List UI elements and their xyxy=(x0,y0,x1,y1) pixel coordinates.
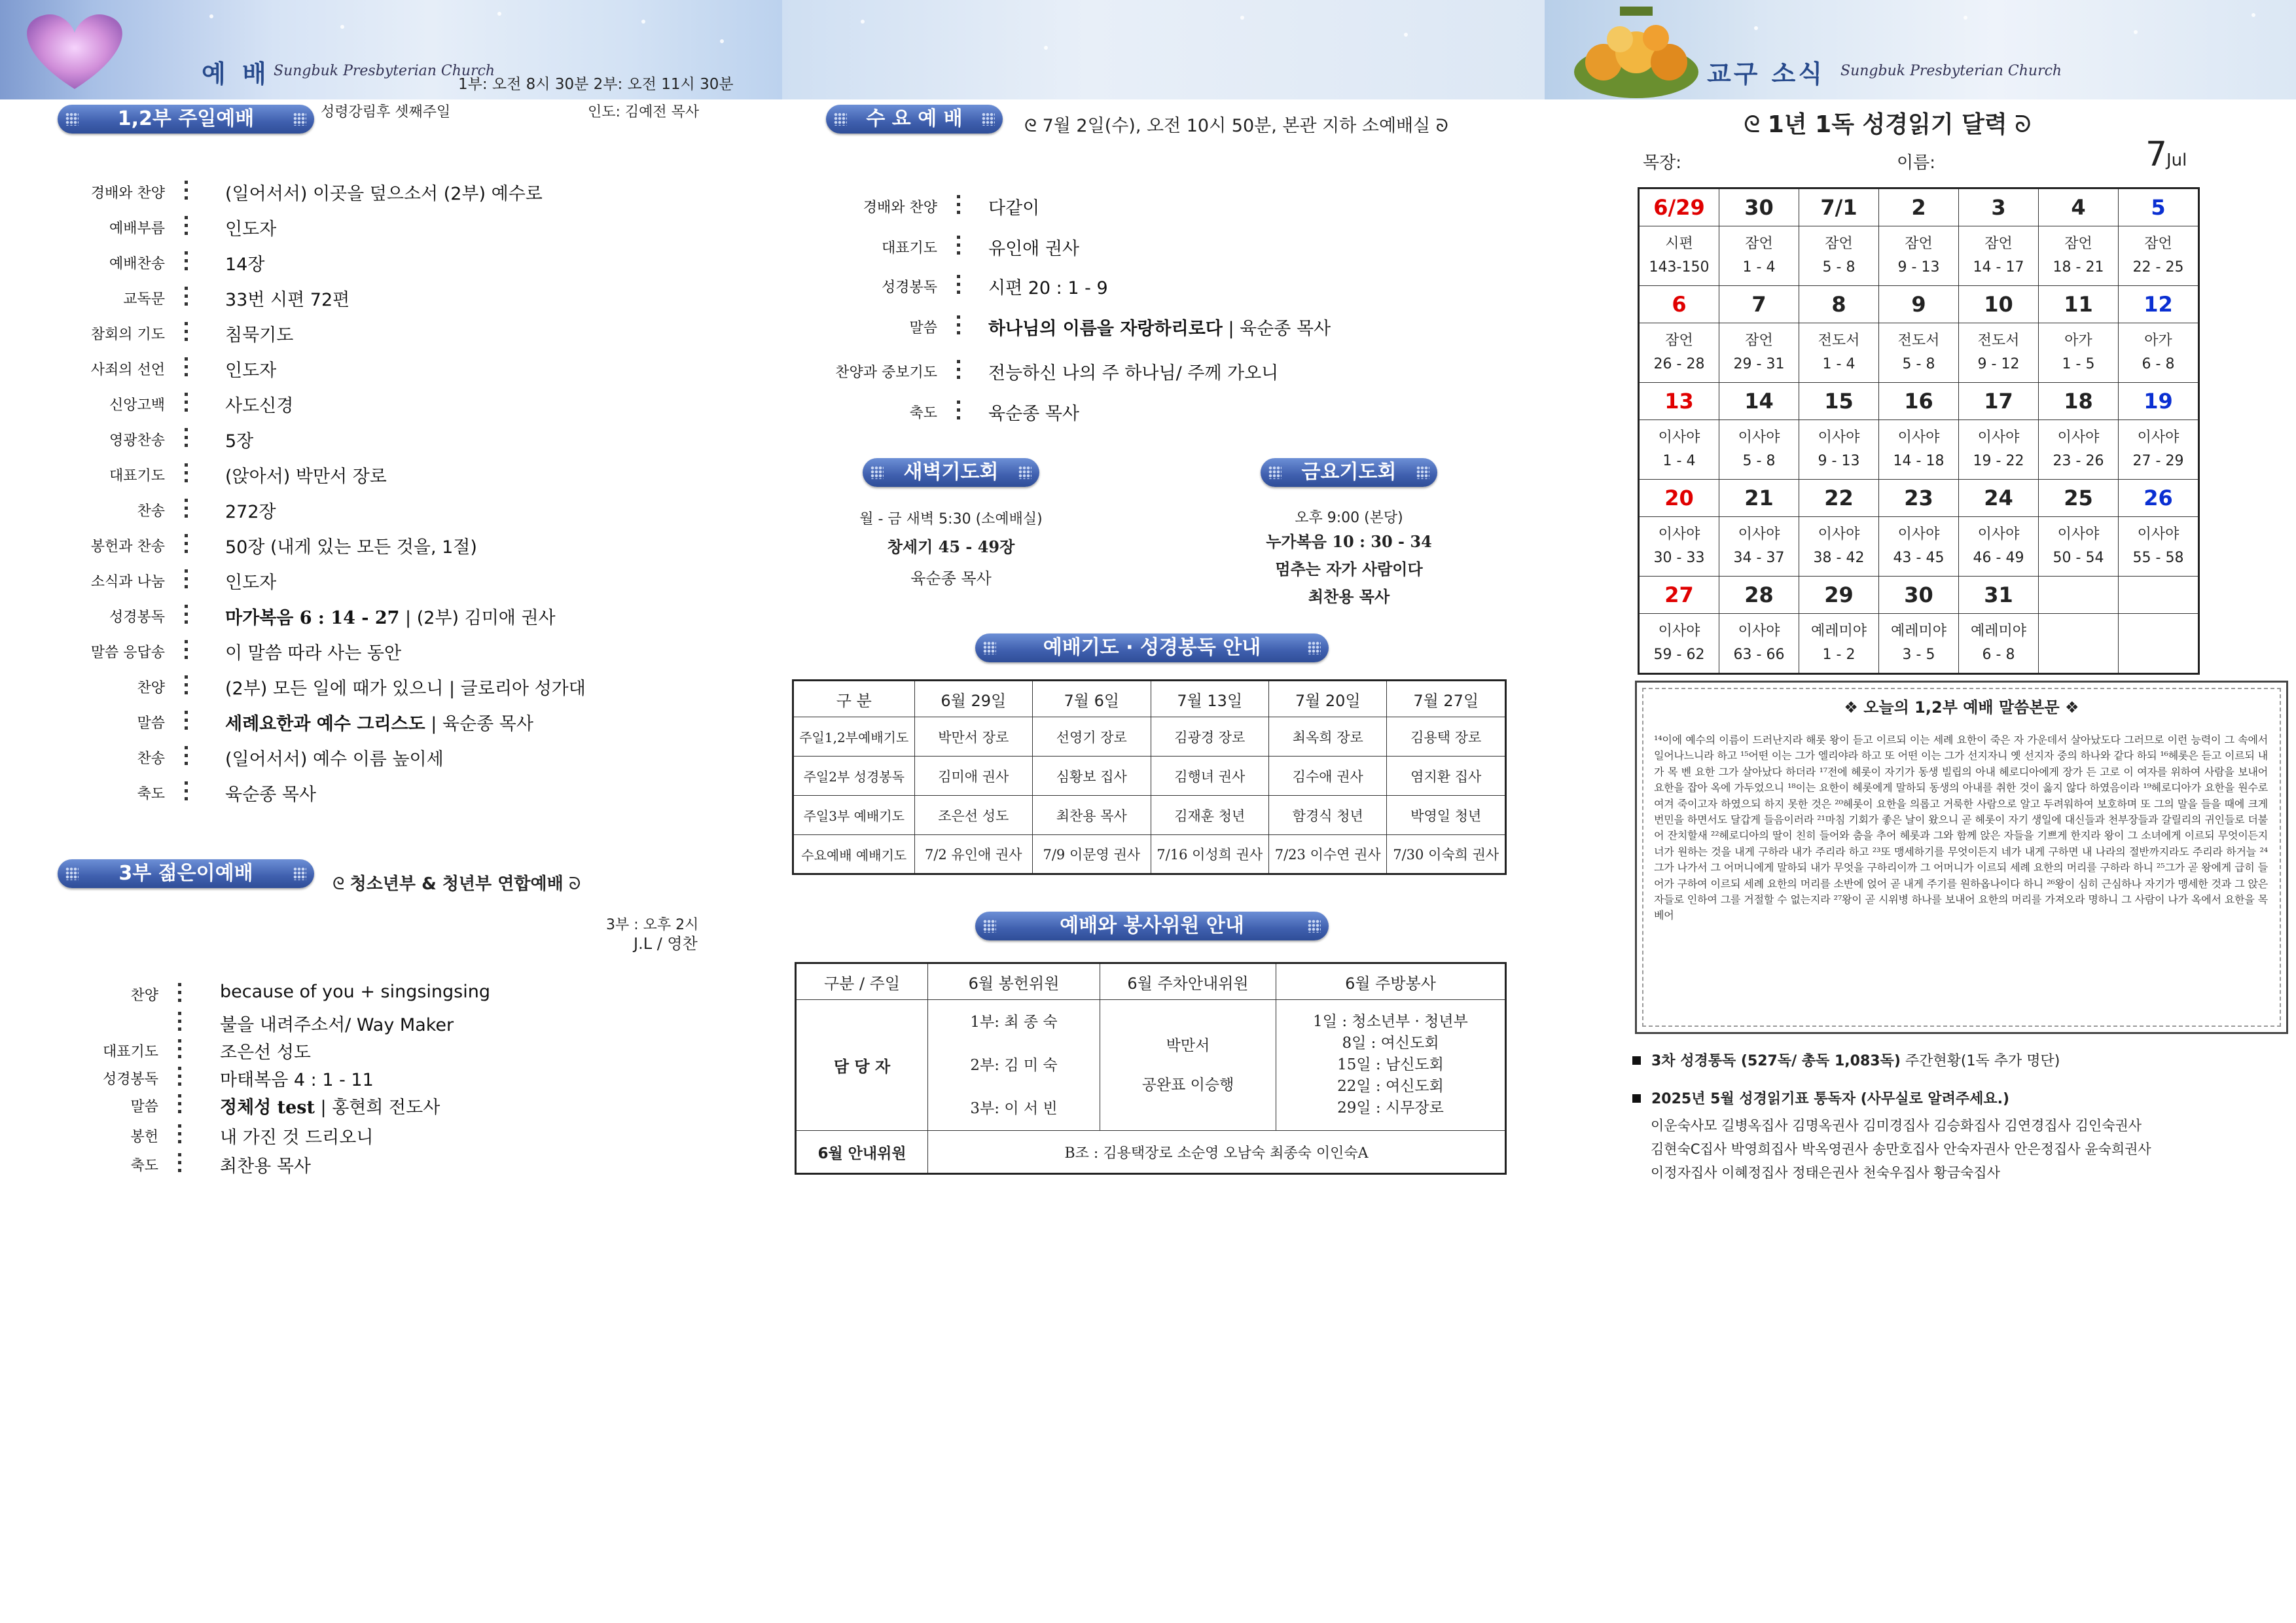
colon-divider xyxy=(185,781,188,805)
calendar-day: 26 xyxy=(2119,480,2199,517)
calendar-reading: 잠언 5 - 8 xyxy=(1799,226,1879,286)
worship-banner xyxy=(0,0,782,99)
parish-label: 목장: xyxy=(1643,153,1681,173)
row-label: 주일3부 예배기도 xyxy=(793,796,915,835)
table-row xyxy=(793,835,1506,874)
parish-banner xyxy=(1545,0,2296,99)
table-cell: 7/23 이수연 권사 xyxy=(1268,835,1386,874)
calendar-reading: 이사야 43 - 45 xyxy=(1879,517,1959,577)
colon-divider xyxy=(178,1067,182,1090)
friday-leader: 최찬용 목사 xyxy=(1308,587,1390,606)
order-value: 시편 20 : 1 - 9 xyxy=(988,278,1108,298)
colon-divider xyxy=(178,983,182,1007)
order-label: 말씀 xyxy=(130,1099,158,1115)
notice-names: 이운숙사모 길병옥집사 김명옥권사 김미경집사 김승화집사 김연경집사 김인숙권사 xyxy=(1651,1118,2142,1133)
friday-scripture: 누가복음 10 : 30 - 34 xyxy=(1266,532,1432,551)
service-header: 6월 주차안내위원 xyxy=(1100,963,1276,1000)
colon-divider xyxy=(178,1012,182,1035)
calendar-day: 2 xyxy=(1879,188,1959,226)
calendar-day: 27 xyxy=(1639,577,1719,614)
calendar-reading: 이사야 19 - 22 xyxy=(1959,420,2039,480)
calendar-reading: 잠언 14 - 17 xyxy=(1959,226,2039,286)
table-cell: 7/16 이성희 권사 xyxy=(1151,835,1268,874)
order-value: 내 가진 것 드리오니 xyxy=(220,1128,374,1148)
order-value: (2부) 모든 일에 때가 있으니 | 글로리아 성가대 xyxy=(225,679,586,699)
calendar-day xyxy=(2119,577,2199,614)
calendar-reading: 잠언 26 - 28 xyxy=(1639,323,1719,383)
offering-member: 2부: 김 미 숙 xyxy=(970,1056,1058,1074)
dawn-prayer-pill: 새벽기도회 xyxy=(863,458,1039,487)
youth-leader: J.L / 영찬 xyxy=(634,935,698,953)
parking-member: 공완표 이승행 xyxy=(1141,1076,1234,1094)
calendar-reading: 시편 143-150 xyxy=(1639,226,1719,286)
calendar-day: 8 xyxy=(1799,286,1879,323)
colon-divider xyxy=(185,675,188,699)
order-label: 말씀 응답송 xyxy=(90,645,165,661)
table-cell: 선영기 장로 xyxy=(1033,717,1151,757)
calendar-reading-row xyxy=(1639,517,2199,577)
order-value: 다같이 xyxy=(988,198,1040,219)
table-cell: 7/30 이숙희 권사 xyxy=(1387,835,1506,874)
colon-divider xyxy=(185,499,188,522)
calendar-reading-row xyxy=(1639,323,2199,383)
sunday-leader: 인도: 김예전 목사 xyxy=(588,104,700,120)
calendar-day: 25 xyxy=(2039,480,2119,517)
prayer-table-header: 7월 6일 xyxy=(1033,681,1151,717)
calendar-reading: 이사야 38 - 42 xyxy=(1799,517,1879,577)
friday-prayer-pill: 금요기도회 xyxy=(1261,458,1437,487)
calendar-reading: 이사야 5 - 8 xyxy=(1719,420,1799,480)
calendar-day: 6 xyxy=(1639,286,1719,323)
order-value: 유인애 권사 xyxy=(988,239,1079,259)
calendar-reading xyxy=(2039,614,2119,674)
worship-times: 1부: 오전 8시 30분 2부: 오전 11시 30분 xyxy=(458,76,734,93)
order-value: (앉아서) 박만서 장로 xyxy=(225,467,387,487)
prayer-table-header: 7월 27일 xyxy=(1387,681,1506,717)
order-value: 불을 내려주소서/ Way Maker xyxy=(220,1015,454,1035)
calendar-day: 4 xyxy=(2039,188,2119,226)
order-label: 소식과 나눔 xyxy=(90,574,165,590)
calendar-date-row xyxy=(1639,383,2199,420)
table-cell: 최옥희 장로 xyxy=(1268,717,1386,757)
kitchen-duty: 8일 : 여신도회 xyxy=(1342,1035,1439,1052)
table-cell: 심황보 집사 xyxy=(1033,757,1151,796)
middle-banner xyxy=(782,0,1545,99)
colon-divider xyxy=(185,181,188,204)
service-table-pill: 예배와 봉사위원 안내 xyxy=(975,912,1329,940)
youth-time: 3부 : 오후 2시 xyxy=(606,917,699,933)
dawn-leader: 육순종 목사 xyxy=(910,569,992,588)
parish-banner-script: Sungbuk Presbyterian Church xyxy=(1840,63,2062,79)
wednesday-worship-pill: 수 요 예 배 xyxy=(826,105,1003,134)
prayer-table-header: 7월 20일 xyxy=(1268,681,1386,717)
order-label: 사죄의 선언 xyxy=(90,362,165,378)
order-label: 찬양 xyxy=(130,988,158,1004)
calendar-day: 20 xyxy=(1639,480,1719,517)
calendar-day: 13 xyxy=(1639,383,1719,420)
order-value: (일어서서) 예수 이름 높이세 xyxy=(225,749,444,770)
order-value: 인도자 xyxy=(225,361,277,381)
calendar-reading: 이사야 27 - 29 xyxy=(2119,420,2199,480)
kitchen-duty: 29일 : 시무장로 xyxy=(1337,1099,1444,1116)
order-label: 봉헌과 찬송 xyxy=(90,539,165,555)
calendar-day: 11 xyxy=(2039,286,2119,323)
colon-divider xyxy=(185,393,188,416)
offering-member: 3부: 이 서 빈 xyxy=(970,1099,1058,1117)
table-cell: 함경식 청년 xyxy=(1268,796,1386,835)
sermon-text-body: ¹⁴이에 예수의 이름이 드러난지라 해롯 왕이 듣고 이르되 이는 세례 요한이 죽은 자 가운데서 살아났도다 그러므로 이런 능력이 그 속에서 일어나느니라 하고 ¹⁵어떤 이는 그가 엘리야라 하고 또 어떤 이는 그가 선지자니 옛 선지자 중의 하나와 같다 하되 ¹⁶헤롯은 듣고 이르되 내가 목 벤 요한 그가 살아났다 하더라 ¹⁷전에 헤롯이 자기가 동생 빌립의 아내 헤로디아에게 장가 든 고로 이 여자를 위하여 사람을 보내어 요한을 잡아 옥에 가두었으니 ¹⁸이는 요한이 헤롯에게 말하되 동생의 아내를 취한 것이 옳지 않다 하였음이라 ¹⁹헤로디아가 요한을 원수로 여겨 죽이고자 하였으되 하지 못한 것은 ²⁰헤롯이 요한을 의롭고 거룩한 사람으로 알고 두려워하여 보호하며 또 그의 말을 들을 때에 크게 번민을 하면서도 달갑게 들음이러라 ²¹마침 기회가 좋은 날이 왔으니 곧 헤롯이 자기 생일에 대신들과 천부장들과 갈릴리의 귀인들로 더불어 잔치할새 ²²헤로디아의 딸이 친히 들어와 춤을 추어 헤롯과 그와 함께 앉은 자들을 기쁘게 한지라 왕이 그 소녀에게 이르되 무엇이든지 너가 원하는 것을 내게 구하라 내가 주리라 하고 ²³또 맹세하기를 무엇이든지 네가 내게 구하면 내 나라의 절반까지라도 주리라 하거늘 ²⁴그가 나가서 그 어머니에게 말하되 내가 무엇을 구하리이까 그 어머니가 이르되 세례 요한의 머리를 구하라 하니 ²⁵그가 곧 왕에게 급히 들어가 구하여 이르되 세례 요한의 머리를 소반에 얹어 곧 내게 주기를 원하옵나이다 하니 ²⁶왕이 심히 근심하나 자기가 맹세한 것과 그 앉은 자들로 인하여 그를 거절할 수 없는지라 ²⁷왕이 곧 시위병 하나를 보내어 요한의 머리를 가져오라 명하니 그 사람이 나가 옥에서 요한을 목 베어 xyxy=(1654,734,2268,922)
colon-divider xyxy=(185,605,188,628)
order-value: 정체성 test | 홍현희 전도사 xyxy=(220,1097,440,1118)
order-value: 272장 xyxy=(225,502,276,522)
notice-names: 이정자집사 이혜정집사 정태은권사 천숙우집사 황금숙집사 xyxy=(1651,1165,2000,1181)
order-label: 예배부름 xyxy=(109,221,165,237)
calendar-day: 18 xyxy=(2039,383,2119,420)
calendar-day: 5 xyxy=(2119,188,2199,226)
row-label: 주일2부 성경봉독 xyxy=(793,757,915,796)
calendar-reading xyxy=(2119,614,2199,674)
service-committee-table xyxy=(795,962,1507,1175)
order-value: 인도자 xyxy=(225,219,277,240)
order-label: 경배와 찬양 xyxy=(863,200,937,216)
kitchen-duty: 22일 : 여신도회 xyxy=(1337,1078,1444,1095)
table-cell: 최찬용 목사 xyxy=(1033,796,1151,835)
calendar-reading: 전도서 1 - 4 xyxy=(1799,323,1879,383)
calendar-day: 31 xyxy=(1959,577,2039,614)
parking-member: 박만서 xyxy=(1166,1037,1210,1054)
calendar-reading: 이사야 1 - 4 xyxy=(1639,420,1719,480)
calendar-reading: 아가 6 - 8 xyxy=(2119,323,2199,383)
calendar-day: 30 xyxy=(1879,577,1959,614)
offering-member: 1부: 최 종 숙 xyxy=(970,1013,1058,1031)
order-label: 대표기도 xyxy=(102,1044,158,1060)
kitchen-duty: 1일 : 청소년부 · 청년부 xyxy=(1313,1013,1468,1030)
table-cell: 김재훈 청년 xyxy=(1151,796,1268,835)
order-value: 육순종 목사 xyxy=(988,404,1079,424)
calendar-title: ᘓ 1년 1독 성경읽기 달력 ᘐ xyxy=(1744,111,2032,138)
order-value: 전능하신 나의 주 하나님/ 주께 가오니 xyxy=(988,363,1279,383)
table-cell: 7/9 이문영 권사 xyxy=(1033,835,1151,874)
order-label: 찬양과 중보기도 xyxy=(835,365,937,381)
offering-cell xyxy=(928,1000,1100,1131)
calendar-reading: 이사야 30 - 33 xyxy=(1639,517,1719,577)
table-cell: 김광경 장로 xyxy=(1151,717,1268,757)
order-label: 찬송 xyxy=(137,503,165,520)
order-value: 인도자 xyxy=(225,573,277,593)
table-cell: 김미애 권사 xyxy=(914,757,1032,796)
calendar-reading: 이사야 34 - 37 xyxy=(1719,517,1799,577)
calendar-reading: 이사야 55 - 58 xyxy=(2119,517,2199,577)
notice-names: 김현숙C집사 박영희집사 박옥영권사 송만호집사 안숙자권사 안은정집사 윤숙희권사 xyxy=(1651,1141,2151,1157)
order-label: 말씀 xyxy=(909,320,937,336)
calendar-reading: 아가 1 - 5 xyxy=(2039,323,2119,383)
calendar-day: 29 xyxy=(1799,577,1879,614)
colon-divider xyxy=(178,1153,182,1177)
calendar-day: 17 xyxy=(1959,383,2039,420)
month-word: Jul xyxy=(2166,151,2187,170)
month-number: 7 xyxy=(2145,135,2168,174)
calendar-day: 9 xyxy=(1879,286,1959,323)
usher-value: B조 : 김용택장로 소순영 오남숙 최종숙 이인숙A xyxy=(928,1131,1506,1174)
table-cell: 조은선 성도 xyxy=(914,796,1032,835)
calendar-day: 15 xyxy=(1799,383,1879,420)
table-cell: 김용택 장로 xyxy=(1387,717,1506,757)
calendar-reading-row xyxy=(1639,226,2199,286)
calendar-reading: 이사야 59 - 62 xyxy=(1639,614,1719,674)
calendar-day: 28 xyxy=(1719,577,1799,614)
calendar-reading: 전도서 9 - 12 xyxy=(1959,323,2039,383)
colon-divider xyxy=(185,640,188,664)
order-label: 대표기도 xyxy=(109,468,165,484)
order-value: 5장 xyxy=(225,431,254,452)
calendar-date-row xyxy=(1639,577,2199,614)
worship-banner-title: 예 배 xyxy=(202,60,270,88)
service-header: 6월 봉헌위원 xyxy=(928,963,1100,1000)
order-label: 말씀 xyxy=(137,715,165,732)
calendar-reading: 잠언 18 - 21 xyxy=(2039,226,2119,286)
youth-worship-pill: 3부 젊은이예배 xyxy=(58,859,314,888)
calendar-reading: 이사야 63 - 66 xyxy=(1719,614,1799,674)
colon-divider xyxy=(957,275,961,298)
order-value: 마가복음 6 : 14 - 27 | (2부) 김미애 권사 xyxy=(225,608,556,628)
name-label: 이름: xyxy=(1897,153,1935,173)
youth-subtitle: ᘓ 청소년부 & 청년부 연합예배 ᘐ xyxy=(332,874,581,894)
calendar-day: 10 xyxy=(1959,286,2039,323)
wednesday-subtitle: ᘓ 7월 2일(수), 오전 10시 50분, 본관 지하 소예배실 ᘐ xyxy=(1024,116,1448,136)
order-label: 대표기도 xyxy=(881,240,937,257)
calendar-date-row xyxy=(1639,188,2199,226)
order-label: 축도 xyxy=(137,786,165,802)
colon-divider xyxy=(957,360,961,383)
worship-banner-script: Sungbuk Presbyterian Church xyxy=(274,63,495,79)
service-header: 6월 주방봉사 xyxy=(1276,963,1506,1000)
calendar-day: 24 xyxy=(1959,480,2039,517)
order-value: because of you + singsingsing xyxy=(220,982,490,1002)
order-label: 성경봉독 xyxy=(109,609,165,626)
heart-icon xyxy=(9,4,140,96)
order-label: 봉헌 xyxy=(130,1129,158,1145)
calendar-reading-row xyxy=(1639,614,2199,674)
colon-divider xyxy=(185,357,188,381)
order-label: 성경봉독 xyxy=(102,1071,158,1088)
order-label: 축도 xyxy=(130,1158,158,1174)
order-label: 찬송 xyxy=(137,751,165,767)
calendar-day: 30 xyxy=(1719,188,1799,226)
calendar-day: 14 xyxy=(1719,383,1799,420)
usher-label: 6월 안내위원 xyxy=(796,1131,928,1174)
calendar-reading-row xyxy=(1639,420,2199,480)
colon-divider xyxy=(185,428,188,452)
calendar-reading: 이사야 50 - 54 xyxy=(2039,517,2119,577)
order-value: 50장 (내게 있는 모든 것을, 1절) xyxy=(225,537,477,558)
friday-title: 멈추는 자가 사람이다 xyxy=(1275,560,1423,579)
order-value: 33번 시편 72편 xyxy=(225,290,350,310)
calendar-day: 7/1 xyxy=(1799,188,1879,226)
flower-icon xyxy=(1564,0,1708,98)
kitchen-cell xyxy=(1276,1000,1506,1131)
sunday-subtitle: 성령강림후 셋째주일 xyxy=(321,104,451,120)
calendar-reading: 이사야 14 - 18 xyxy=(1879,420,1959,480)
colon-divider xyxy=(957,401,961,424)
order-value: 세례요한과 예수 그리스도 | 육순종 목사 xyxy=(225,714,533,734)
parish-banner-title: 교구 소식 xyxy=(1707,60,1825,88)
notice-item: 3차 성경통독 (527독/ 총독 1,083독) 주간현황(1독 추가 명단) xyxy=(1632,1050,2060,1070)
calendar-reading: 잠언 29 - 31 xyxy=(1719,323,1799,383)
table-cell: 김수애 권사 xyxy=(1268,757,1386,796)
calendar-day: 3 xyxy=(1959,188,2039,226)
colon-divider xyxy=(957,195,961,219)
table-cell: 7/2 유인애 권사 xyxy=(914,835,1032,874)
notice-item: 2025년 5월 성경읽기표 통독자 (사무실로 알려주세요.) xyxy=(1632,1088,2009,1108)
reading-calendar xyxy=(1638,187,2200,675)
calendar-reading: 예레미야 6 - 8 xyxy=(1959,614,2039,674)
colon-divider xyxy=(185,746,188,770)
sermon-text-title: ❖ 오늘의 1,2부 예배 말씀본문 ❖ xyxy=(1844,698,2079,717)
calendar-day: 16 xyxy=(1879,383,1959,420)
colon-divider xyxy=(185,569,188,593)
table-row xyxy=(793,717,1506,757)
table-row xyxy=(793,757,1506,796)
dawn-scripture: 창세기 45 - 49장 xyxy=(887,537,1015,556)
colon-divider xyxy=(185,534,188,558)
order-label: 축도 xyxy=(909,405,937,421)
calendar-reading: 잠언 9 - 13 xyxy=(1879,226,1959,286)
calendar-day: 22 xyxy=(1799,480,1879,517)
table-cell: 염지환 집사 xyxy=(1387,757,1506,796)
calendar-reading: 잠언 1 - 4 xyxy=(1719,226,1799,286)
colon-divider xyxy=(178,1039,182,1063)
order-value: 하나님의 이름을 자랑하리로다 | 육순종 목사 xyxy=(988,319,1331,339)
row-label: 주일1,2부예배기도 xyxy=(793,717,915,757)
calendar-day xyxy=(2039,577,2119,614)
calendar-day: 7 xyxy=(1719,286,1799,323)
table-row xyxy=(793,796,1506,835)
friday-time: 오후 9:00 (본당) xyxy=(1295,510,1403,526)
order-value: 마태복음 4 : 1 - 11 xyxy=(220,1070,374,1090)
order-label: 성경봉독 xyxy=(881,279,937,296)
calendar-reading: 이사야 9 - 13 xyxy=(1799,420,1879,480)
order-label: 신앙고백 xyxy=(109,397,165,414)
order-value: 사도신경 xyxy=(225,396,294,416)
table-cell: 박만서 장로 xyxy=(914,717,1032,757)
service-header: 구분 / 주일 xyxy=(796,963,928,1000)
colon-divider xyxy=(185,711,188,734)
table-cell: 박영일 청년 xyxy=(1387,796,1506,835)
calendar-date-row xyxy=(1639,286,2199,323)
calendar-reading: 예레미야 1 - 2 xyxy=(1799,614,1879,674)
calendar-day: 21 xyxy=(1719,480,1799,517)
parking-cell xyxy=(1100,1000,1276,1131)
order-value: (일어서서) 이곳을 덮으소서 (2부) 예수로 xyxy=(225,184,543,204)
calendar-day: 12 xyxy=(2119,286,2199,323)
prayer-table-header: 6월 29일 xyxy=(914,681,1032,717)
prayer-schedule-table xyxy=(792,679,1507,875)
order-value: 침묵기도 xyxy=(225,325,294,346)
row-label: 수요예배 예배기도 xyxy=(793,835,915,874)
calendar-reading: 이사야 46 - 49 xyxy=(1959,517,2039,577)
order-label: 예배찬송 xyxy=(109,256,165,272)
order-label: 참회의 기도 xyxy=(90,327,165,343)
table-cell: 김행녀 권사 xyxy=(1151,757,1268,796)
colon-divider xyxy=(185,287,188,310)
order-value: 최찬용 목사 xyxy=(220,1156,311,1177)
colon-divider xyxy=(185,216,188,240)
sermon-text-box xyxy=(1635,681,2288,1034)
colon-divider xyxy=(957,236,961,259)
calendar-reading: 잠언 22 - 25 xyxy=(2119,226,2199,286)
order-value: 육순종 목사 xyxy=(225,785,316,805)
colon-divider xyxy=(178,1094,182,1118)
colon-divider xyxy=(185,463,188,487)
order-label: 영광찬송 xyxy=(109,433,165,449)
calendar-day: 23 xyxy=(1879,480,1959,517)
order-value: 이 말씀 따라 사는 동안 xyxy=(225,643,402,664)
colon-divider xyxy=(178,1124,182,1148)
calendar-reading: 이사야 23 - 26 xyxy=(2039,420,2119,480)
calendar-reading: 예레미야 3 - 5 xyxy=(1879,614,1959,674)
kitchen-duty: 15일 : 남신도회 xyxy=(1337,1056,1444,1073)
calendar-day: 19 xyxy=(2119,383,2199,420)
order-label: 교독문 xyxy=(123,291,165,308)
order-value: 조은선 성도 xyxy=(220,1043,311,1063)
colon-divider xyxy=(957,315,961,339)
colon-divider xyxy=(185,322,188,346)
calendar-reading: 전도서 5 - 8 xyxy=(1879,323,1959,383)
assignee-label: 담 당 자 xyxy=(796,1000,928,1131)
prayer-table-header: 7월 13일 xyxy=(1151,681,1268,717)
order-label: 찬양 xyxy=(137,680,165,696)
calendar-day: 6/29 xyxy=(1639,188,1719,226)
dawn-time: 월 - 금 새벽 5:30 (소예배실) xyxy=(859,511,1043,527)
sunday-worship-pill: 1,2부 주일예배 xyxy=(58,105,314,134)
order-value: 14장 xyxy=(225,255,265,275)
calendar-date-row xyxy=(1639,480,2199,517)
order-label: 경배와 찬양 xyxy=(90,185,165,202)
prayer-table-header: 구 분 xyxy=(793,681,915,717)
colon-divider xyxy=(185,251,188,275)
prayer-table-pill: 예배기도 · 성경봉독 안내 xyxy=(975,633,1329,662)
